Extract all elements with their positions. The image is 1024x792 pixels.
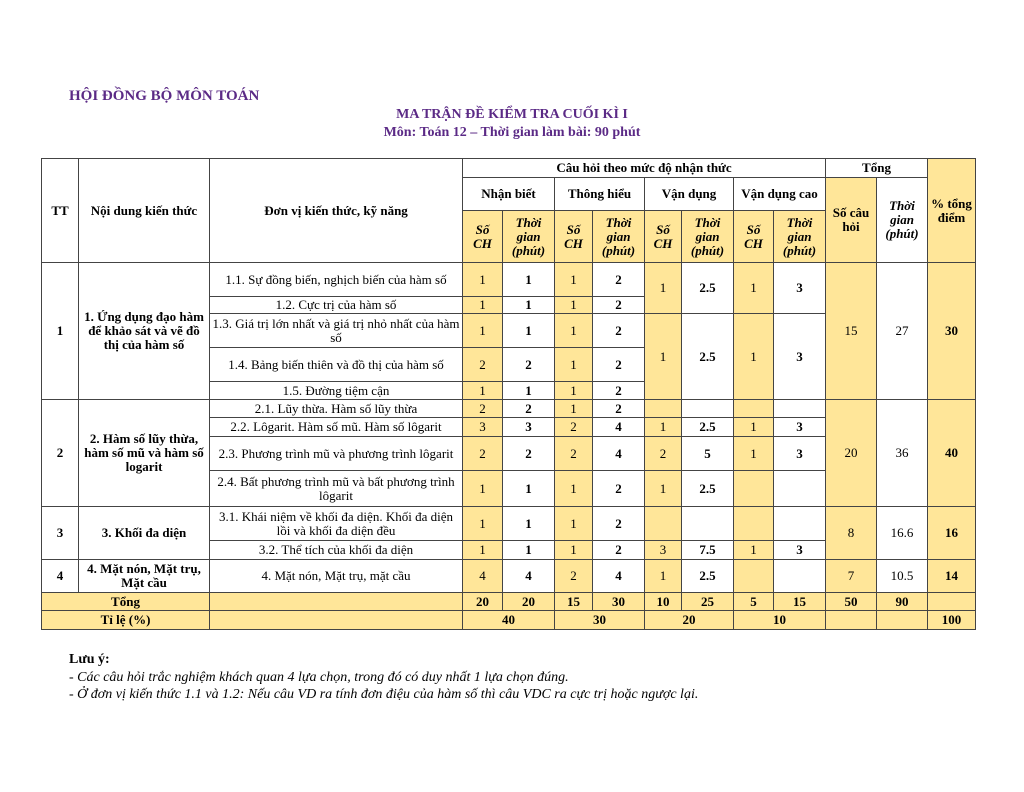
cell-nb-time: 1 xyxy=(503,314,555,348)
cell-vd-time xyxy=(682,507,734,541)
cell-th-time: 2 xyxy=(593,471,645,507)
cell-vd-time: 2.5 xyxy=(682,314,734,400)
notes-heading: Lưu ý: xyxy=(69,652,110,667)
cell-vdc-time xyxy=(774,507,826,541)
header-so-cau-hoi: Số câu hỏi xyxy=(826,178,877,263)
topic-percent: 14 xyxy=(928,560,976,593)
cell-nb-count: 1 xyxy=(463,507,503,541)
cell-nb-time: 1 xyxy=(503,263,555,297)
total-value: 15 xyxy=(555,593,593,611)
total-value: 25 xyxy=(682,593,734,611)
cell-vd-count xyxy=(645,507,682,541)
header-percent: % tổng điểm xyxy=(928,159,976,263)
cell-vdc-time: 3 xyxy=(774,263,826,314)
cell-nb-count: 4 xyxy=(463,560,503,593)
header-thoi-gian: Thời gian (phút) xyxy=(503,211,555,263)
organization-heading: HỘI ĐỒNG BỘ MÔN TOÁN xyxy=(69,88,260,104)
total-value: 20 xyxy=(463,593,503,611)
total-value: 10 xyxy=(645,593,682,611)
note-line: - Ở đơn vị kiến thức 1.1 và 1.2: Nếu câu VD ra tính đơn điệu của hàm số thì câu VDC ra cực trị hoặc ngược lại. xyxy=(69,687,699,702)
cell-nb-count: 2 xyxy=(463,400,503,418)
total-value: 20 xyxy=(503,593,555,611)
header-level-nb: Nhận biết xyxy=(463,178,555,211)
ratio-spacer xyxy=(210,611,463,630)
topic-percent: 30 xyxy=(928,263,976,400)
cell-th-time: 4 xyxy=(593,437,645,471)
cell-th-count: 1 xyxy=(555,314,593,348)
cell-nb-count: 2 xyxy=(463,437,503,471)
cell-vd-count: 3 xyxy=(645,541,682,560)
total-value: 30 xyxy=(593,593,645,611)
total-value: 5 xyxy=(734,593,774,611)
cell-nb-count: 1 xyxy=(463,382,503,400)
cell-vd-time: 2.5 xyxy=(682,471,734,507)
cell-th-count: 1 xyxy=(555,400,593,418)
cell-th-count: 1 xyxy=(555,348,593,382)
cell-th-count: 2 xyxy=(555,418,593,437)
header-content: Nội dung kiến thức xyxy=(79,159,210,263)
cell-th-count: 1 xyxy=(555,382,593,400)
cell-vdc-time: 3 xyxy=(774,418,826,437)
cell-nb-count: 1 xyxy=(463,541,503,560)
total-value: 90 xyxy=(877,593,928,611)
cell-vdc-time xyxy=(774,560,826,593)
cell-vd-time: 2.5 xyxy=(682,560,734,593)
unit-name: 2.2. Lôgarit. Hàm số mũ. Hàm số lôgarit xyxy=(210,418,463,437)
table-row xyxy=(42,400,976,418)
cell-nb-count: 3 xyxy=(463,418,503,437)
notes-section xyxy=(69,651,698,704)
unit-name: 1.4. Bảng biến thiên và đồ thị của hàm số xyxy=(210,348,463,382)
header-levels-group: Câu hỏi theo mức độ nhận thức xyxy=(463,159,826,178)
topic-tt: 1 xyxy=(42,263,79,400)
header-level-vd: Vận dụng xyxy=(645,178,734,211)
cell-vd-time xyxy=(682,400,734,418)
cell-nb-time: 1 xyxy=(503,471,555,507)
unit-name: 1.1. Sự đồng biến, nghịch biến của hàm số xyxy=(210,263,463,297)
cell-vd-count xyxy=(645,400,682,418)
cell-th-time: 2 xyxy=(593,541,645,560)
topic-total-time: 27 xyxy=(877,263,928,400)
topic-name: 2. Hàm số lũy thừa, hàm số mũ và hàm số logarit xyxy=(79,400,210,507)
cell-vd-time: 2.5 xyxy=(682,418,734,437)
header-so-ch: Số CH xyxy=(555,211,593,263)
cell-vdc-count xyxy=(734,471,774,507)
cell-th-count: 2 xyxy=(555,560,593,593)
cell-nb-count: 1 xyxy=(463,471,503,507)
topic-tt: 2 xyxy=(42,400,79,507)
document-title: MA TRẬN ĐỀ KIỂM TRA CUỐI KÌ I xyxy=(396,107,628,122)
unit-name: 3.1. Khái niệm về khối đa diện. Khối đa diện lồi và khối đa diện đều xyxy=(210,507,463,541)
total-label: Tổng xyxy=(42,593,210,611)
header-so-ch: Số CH xyxy=(463,211,503,263)
cell-vdc-time: 3 xyxy=(774,541,826,560)
cell-nb-time: 1 xyxy=(503,297,555,314)
cell-vdc-time xyxy=(774,471,826,507)
cell-vd-count: 1 xyxy=(645,471,682,507)
cell-th-count: 2 xyxy=(555,437,593,471)
cell-vdc-count: 1 xyxy=(734,437,774,471)
topic-tt: 3 xyxy=(42,507,79,560)
header-thoi-gian: Thời gian (phút) xyxy=(682,211,734,263)
header-so-ch: Số CH xyxy=(645,211,682,263)
cell-nb-time: 3 xyxy=(503,418,555,437)
cell-vdc-count: 1 xyxy=(734,314,774,400)
total-value: 50 xyxy=(826,593,877,611)
ratio-total: 100 xyxy=(928,611,976,630)
cell-th-time: 2 xyxy=(593,400,645,418)
cell-th-count: 1 xyxy=(555,507,593,541)
unit-name: 3.2. Thể tích của khối đa diện xyxy=(210,541,463,560)
topic-total-time: 36 xyxy=(877,400,928,507)
header-total-group: Tổng xyxy=(826,159,928,178)
cell-th-time: 2 xyxy=(593,314,645,348)
cell-vdc-time: 3 xyxy=(774,437,826,471)
header-row xyxy=(42,159,976,178)
cell-nb-time: 1 xyxy=(503,382,555,400)
ratio-value: 30 xyxy=(555,611,645,630)
topic-total-questions: 8 xyxy=(826,507,877,560)
cell-nb-count: 1 xyxy=(463,263,503,297)
cell-vdc-time xyxy=(774,400,826,418)
ratio-value: 40 xyxy=(463,611,555,630)
topic-total-questions: 15 xyxy=(826,263,877,400)
header-tt: TT xyxy=(42,159,79,263)
topic-total-time: 10.5 xyxy=(877,560,928,593)
cell-vd-count: 1 xyxy=(645,418,682,437)
cell-th-time: 2 xyxy=(593,507,645,541)
exam-matrix-table xyxy=(41,158,976,630)
unit-name: 1.3. Giá trị lớn nhất và giá trị nhỏ nhất của hàm số xyxy=(210,314,463,348)
topic-total-questions: 7 xyxy=(826,560,877,593)
header-level-th: Thông hiểu xyxy=(555,178,645,211)
cell-vd-time: 2.5 xyxy=(682,263,734,314)
cell-th-time: 2 xyxy=(593,382,645,400)
ratio-value: 10 xyxy=(734,611,826,630)
cell-nb-count: 1 xyxy=(463,314,503,348)
cell-th-time: 2 xyxy=(593,297,645,314)
topic-total-time: 16.6 xyxy=(877,507,928,560)
topic-percent: 16 xyxy=(928,507,976,560)
cell-vd-time: 5 xyxy=(682,437,734,471)
cell-vdc-count xyxy=(734,507,774,541)
cell-vd-count: 2 xyxy=(645,437,682,471)
cell-vdc-count: 1 xyxy=(734,541,774,560)
header-total-time: Thời gian (phút) xyxy=(877,178,928,263)
unit-name: 2.3. Phương trình mũ và phương trình lôgarit xyxy=(210,437,463,471)
cell-nb-time: 2 xyxy=(503,348,555,382)
cell-th-time: 4 xyxy=(593,560,645,593)
ratio-spacer xyxy=(826,611,877,630)
header-level-vdc: Vận dụng cao xyxy=(734,178,826,211)
unit-name: 4. Mặt nón, Mặt trụ, mặt cầu xyxy=(210,560,463,593)
topic-total-questions: 20 xyxy=(826,400,877,507)
note-line: - Các câu hỏi trắc nghiệm khách quan 4 lựa chọn, trong đó có duy nhất 1 lựa chọn đúng. xyxy=(69,669,569,685)
unit-name: 2.1. Lũy thừa. Hàm số lũy thừa xyxy=(210,400,463,418)
header-thoi-gian: Thời gian (phút) xyxy=(774,211,826,263)
total-spacer xyxy=(210,593,463,611)
cell-vd-time: 7.5 xyxy=(682,541,734,560)
topic-percent: 40 xyxy=(928,400,976,507)
cell-nb-time: 4 xyxy=(503,560,555,593)
total-row xyxy=(42,593,976,611)
unit-name: 1.5. Đường tiệm cận xyxy=(210,382,463,400)
header-so-ch: Số CH xyxy=(734,211,774,263)
cell-nb-count: 2 xyxy=(463,348,503,382)
total-value: 15 xyxy=(774,593,826,611)
cell-th-count: 1 xyxy=(555,471,593,507)
cell-th-count: 1 xyxy=(555,297,593,314)
ratio-spacer xyxy=(877,611,928,630)
header-unit: Đơn vị kiến thức, kỹ năng xyxy=(210,159,463,263)
cell-vdc-count: 1 xyxy=(734,263,774,314)
total-spacer xyxy=(928,593,976,611)
unit-name: 2.4. Bất phương trình mũ và bất phương trình lôgarit xyxy=(210,471,463,507)
cell-vdc-count xyxy=(734,560,774,593)
cell-vd-count: 1 xyxy=(645,560,682,593)
ratio-label: Tỉ lệ (%) xyxy=(42,611,210,630)
ratio-value: 20 xyxy=(645,611,734,630)
table-row xyxy=(42,507,976,541)
topic-name: 3. Khối đa diện xyxy=(79,507,210,560)
cell-vd-count: 1 xyxy=(645,263,682,314)
cell-vdc-time: 3 xyxy=(774,314,826,400)
cell-th-count: 1 xyxy=(555,541,593,560)
cell-vdc-count: 1 xyxy=(734,418,774,437)
topic-name: 4. Mặt nón, Mặt trụ, Mặt cầu xyxy=(79,560,210,593)
cell-nb-time: 2 xyxy=(503,400,555,418)
cell-nb-time: 2 xyxy=(503,437,555,471)
table-row xyxy=(42,560,976,593)
cell-th-time: 2 xyxy=(593,348,645,382)
ratio-row xyxy=(42,611,976,630)
cell-vdc-count xyxy=(734,400,774,418)
cell-th-time: 2 xyxy=(593,263,645,297)
table-row xyxy=(42,263,976,297)
cell-th-time: 4 xyxy=(593,418,645,437)
cell-nb-count: 1 xyxy=(463,297,503,314)
cell-nb-time: 1 xyxy=(503,541,555,560)
topic-tt: 4 xyxy=(42,560,79,593)
cell-vd-count: 1 xyxy=(645,314,682,400)
topic-name: 1. Ứng dụng đạo hàm để khảo sát và vẽ đồ thị của hàm số xyxy=(79,263,210,400)
unit-name: 1.2. Cực trị của hàm số xyxy=(210,297,463,314)
document-subtitle: Môn: Toán 12 – Thời gian làm bài: 90 phút xyxy=(383,125,641,140)
cell-th-count: 1 xyxy=(555,263,593,297)
header-thoi-gian: Thời gian (phút) xyxy=(593,211,645,263)
cell-nb-time: 1 xyxy=(503,507,555,541)
